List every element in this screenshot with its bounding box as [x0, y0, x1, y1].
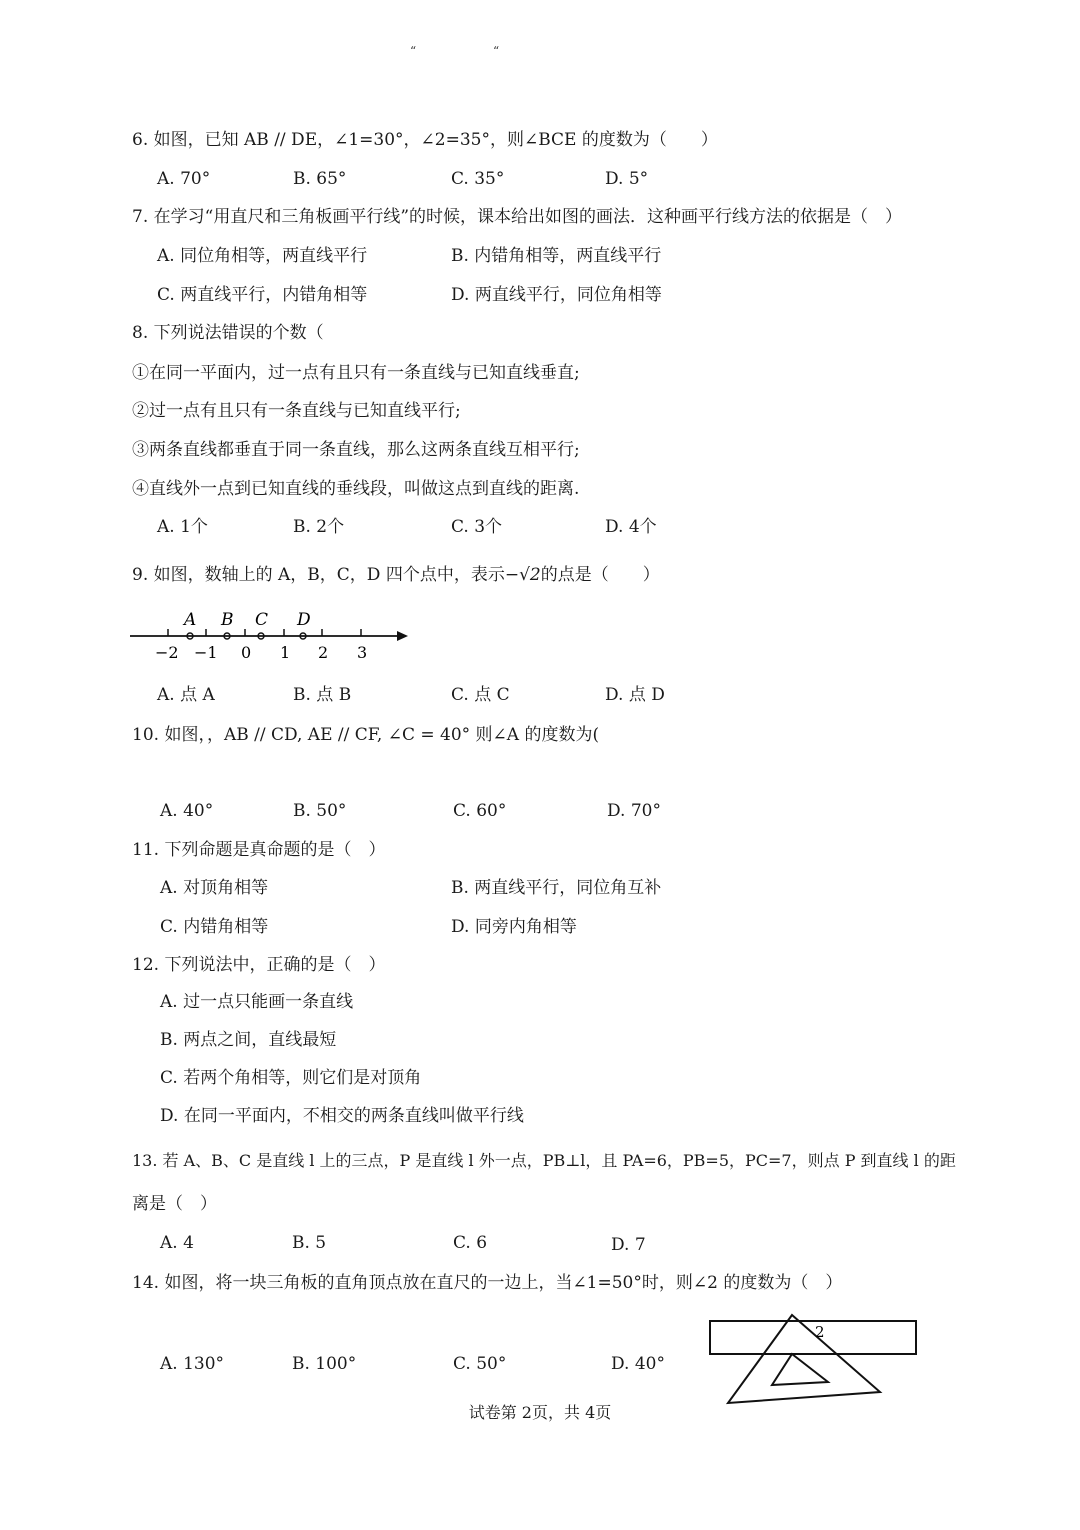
q6-option-b[interactable]: B. 65°: [293, 169, 347, 189]
q11-option-c[interactable]: C. 内错角相等: [160, 917, 269, 937]
point-label-b: B: [221, 610, 234, 630]
q9-stem-suffix: 的点是（ ）: [540, 565, 660, 585]
q11-option-b[interactable]: B. 两直线平行，同位角互补: [451, 878, 662, 898]
q13-option-b[interactable]: B. 5: [292, 1233, 327, 1253]
q10-stem: 10. 如图，，AB // CD, AE // CF, ∠C = 40° 则∠A 的度数为(: [132, 725, 600, 745]
header-quote-left: “: [410, 44, 417, 58]
q13-stem-line1: 13. 若 A、B、C 是直线 l 上的三点，P 是直线 l 外一点，PB⊥l，且 PA=6，PB=5，PC=7，则点 P 到直线 l 的距: [132, 1151, 956, 1170]
q8-option-c[interactable]: C. 3个: [451, 517, 503, 537]
q13-stem-line2: 离是（ ）: [132, 1194, 217, 1214]
q8-stem: 8. 下列说法错误的个数（: [132, 323, 324, 343]
q11-option-d[interactable]: D. 同旁内角相等: [451, 917, 577, 937]
q9-stem-math: −√2: [504, 565, 541, 585]
q9-option-a[interactable]: A. 点 A: [157, 685, 215, 705]
tick-label: −1: [194, 643, 218, 662]
q13-option-a[interactable]: A. 4: [160, 1233, 194, 1253]
q8-statement-3: ③两条直线都垂直于同一条直线，那么这两条直线互相平行;: [132, 440, 580, 460]
q14-option-c[interactable]: C. 50°: [453, 1354, 507, 1374]
q9-stem: [132, 564, 660, 586]
q7-stem: 7. 在学习“用直尺和三角板画平行线”的时候，课本给出如图的画法．这种画平行线方法的依据是（ ）: [132, 207, 903, 227]
point-label-d: D: [297, 610, 311, 630]
q8-option-a[interactable]: A. 1个: [157, 517, 208, 537]
q14-option-b[interactable]: B. 100°: [292, 1354, 357, 1374]
tick-label: 3: [357, 643, 368, 662]
angle-2-label: 2: [815, 1323, 825, 1341]
point-label-c: C: [255, 610, 269, 630]
ruler-shape: [710, 1321, 916, 1354]
q9-option-b[interactable]: B. 点 B: [293, 685, 352, 705]
q11-option-a[interactable]: A. 对顶角相等: [160, 878, 269, 898]
q10-option-d[interactable]: D. 70°: [607, 801, 661, 821]
tick-label: 1: [280, 643, 291, 662]
q13-option-c[interactable]: C. 6: [453, 1233, 488, 1253]
q8-statement-2: ②过一点有且只有一条直线与已知直线平行;: [132, 401, 461, 421]
q11-stem: 11. 下列命题是真命题的是（ ）: [132, 840, 386, 860]
q14-option-a[interactable]: A. 130°: [160, 1354, 225, 1374]
q14-stem: 14. 如图，将一块三角板的直角顶点放在直尺的一边上，当∠1=50°时，则∠2 的度数为（ ）: [132, 1273, 843, 1293]
ruler-triangle-figure: [700, 1310, 930, 1410]
q9-option-c[interactable]: C. 点 C: [451, 685, 510, 705]
q13-option-d[interactable]: D. 7: [611, 1235, 646, 1255]
q10-option-a[interactable]: A. 40°: [160, 801, 214, 821]
page-footer: 试卷第 2页，共 4页: [468, 1403, 612, 1422]
number-line-arrow: [397, 631, 408, 641]
number-line-figure: [125, 605, 425, 665]
point-label-a: A: [184, 610, 197, 630]
q7-option-c[interactable]: C. 两直线平行，内错角相等: [157, 285, 368, 305]
q8-option-d[interactable]: D. 4个: [605, 517, 657, 537]
q9-stem-prefix: 9. 如图，数轴上的 A，B，C，D 四个点中，表示: [132, 565, 505, 585]
q12-option-a[interactable]: A. 过一点只能画一条直线: [160, 992, 354, 1012]
q10-option-c[interactable]: C. 60°: [453, 801, 507, 821]
q7-option-b[interactable]: B. 内错角相等，两直线平行: [451, 246, 662, 266]
triangle-inner: [772, 1354, 828, 1385]
q6-option-c[interactable]: C. 35°: [451, 169, 505, 189]
q12-stem: 12. 下列说法中，正确的是（ ）: [132, 955, 386, 975]
q8-option-b[interactable]: B. 2个: [293, 517, 345, 537]
q8-statement-4: ④直线外一点到已知直线的垂线段，叫做这点到直线的距离.: [132, 479, 580, 499]
q12-option-d[interactable]: D. 在同一平面内，不相交的两条直线叫做平行线: [160, 1106, 524, 1126]
tick-label: −2: [155, 643, 179, 662]
tick-label: 2: [318, 643, 329, 662]
q10-option-b[interactable]: B. 50°: [293, 801, 347, 821]
q7-option-d[interactable]: D. 两直线平行，同位角相等: [451, 285, 662, 305]
q9-option-d[interactable]: D. 点 D: [605, 685, 665, 705]
q8-statement-1: ①在同一平面内，过一点有且只有一条直线与已知直线垂直;: [132, 363, 580, 383]
q12-option-c[interactable]: C. 若两个角相等，则它们是对顶角: [160, 1068, 422, 1088]
q6-option-d[interactable]: D. 5°: [605, 169, 649, 189]
q6-stem: 6. 如图，已知 AB // DE，∠1=30°，∠2=35°，则∠BCE 的度数为（ ）: [132, 130, 718, 150]
q7-option-a[interactable]: A. 同位角相等，两直线平行: [157, 246, 368, 266]
q14-option-d[interactable]: D. 40°: [611, 1354, 665, 1374]
tick-label: 0: [241, 643, 252, 662]
q12-option-b[interactable]: B. 两点之间，直线最短: [160, 1030, 337, 1050]
header-quote-right: “: [493, 44, 500, 58]
q6-option-a[interactable]: A. 70°: [157, 169, 211, 189]
